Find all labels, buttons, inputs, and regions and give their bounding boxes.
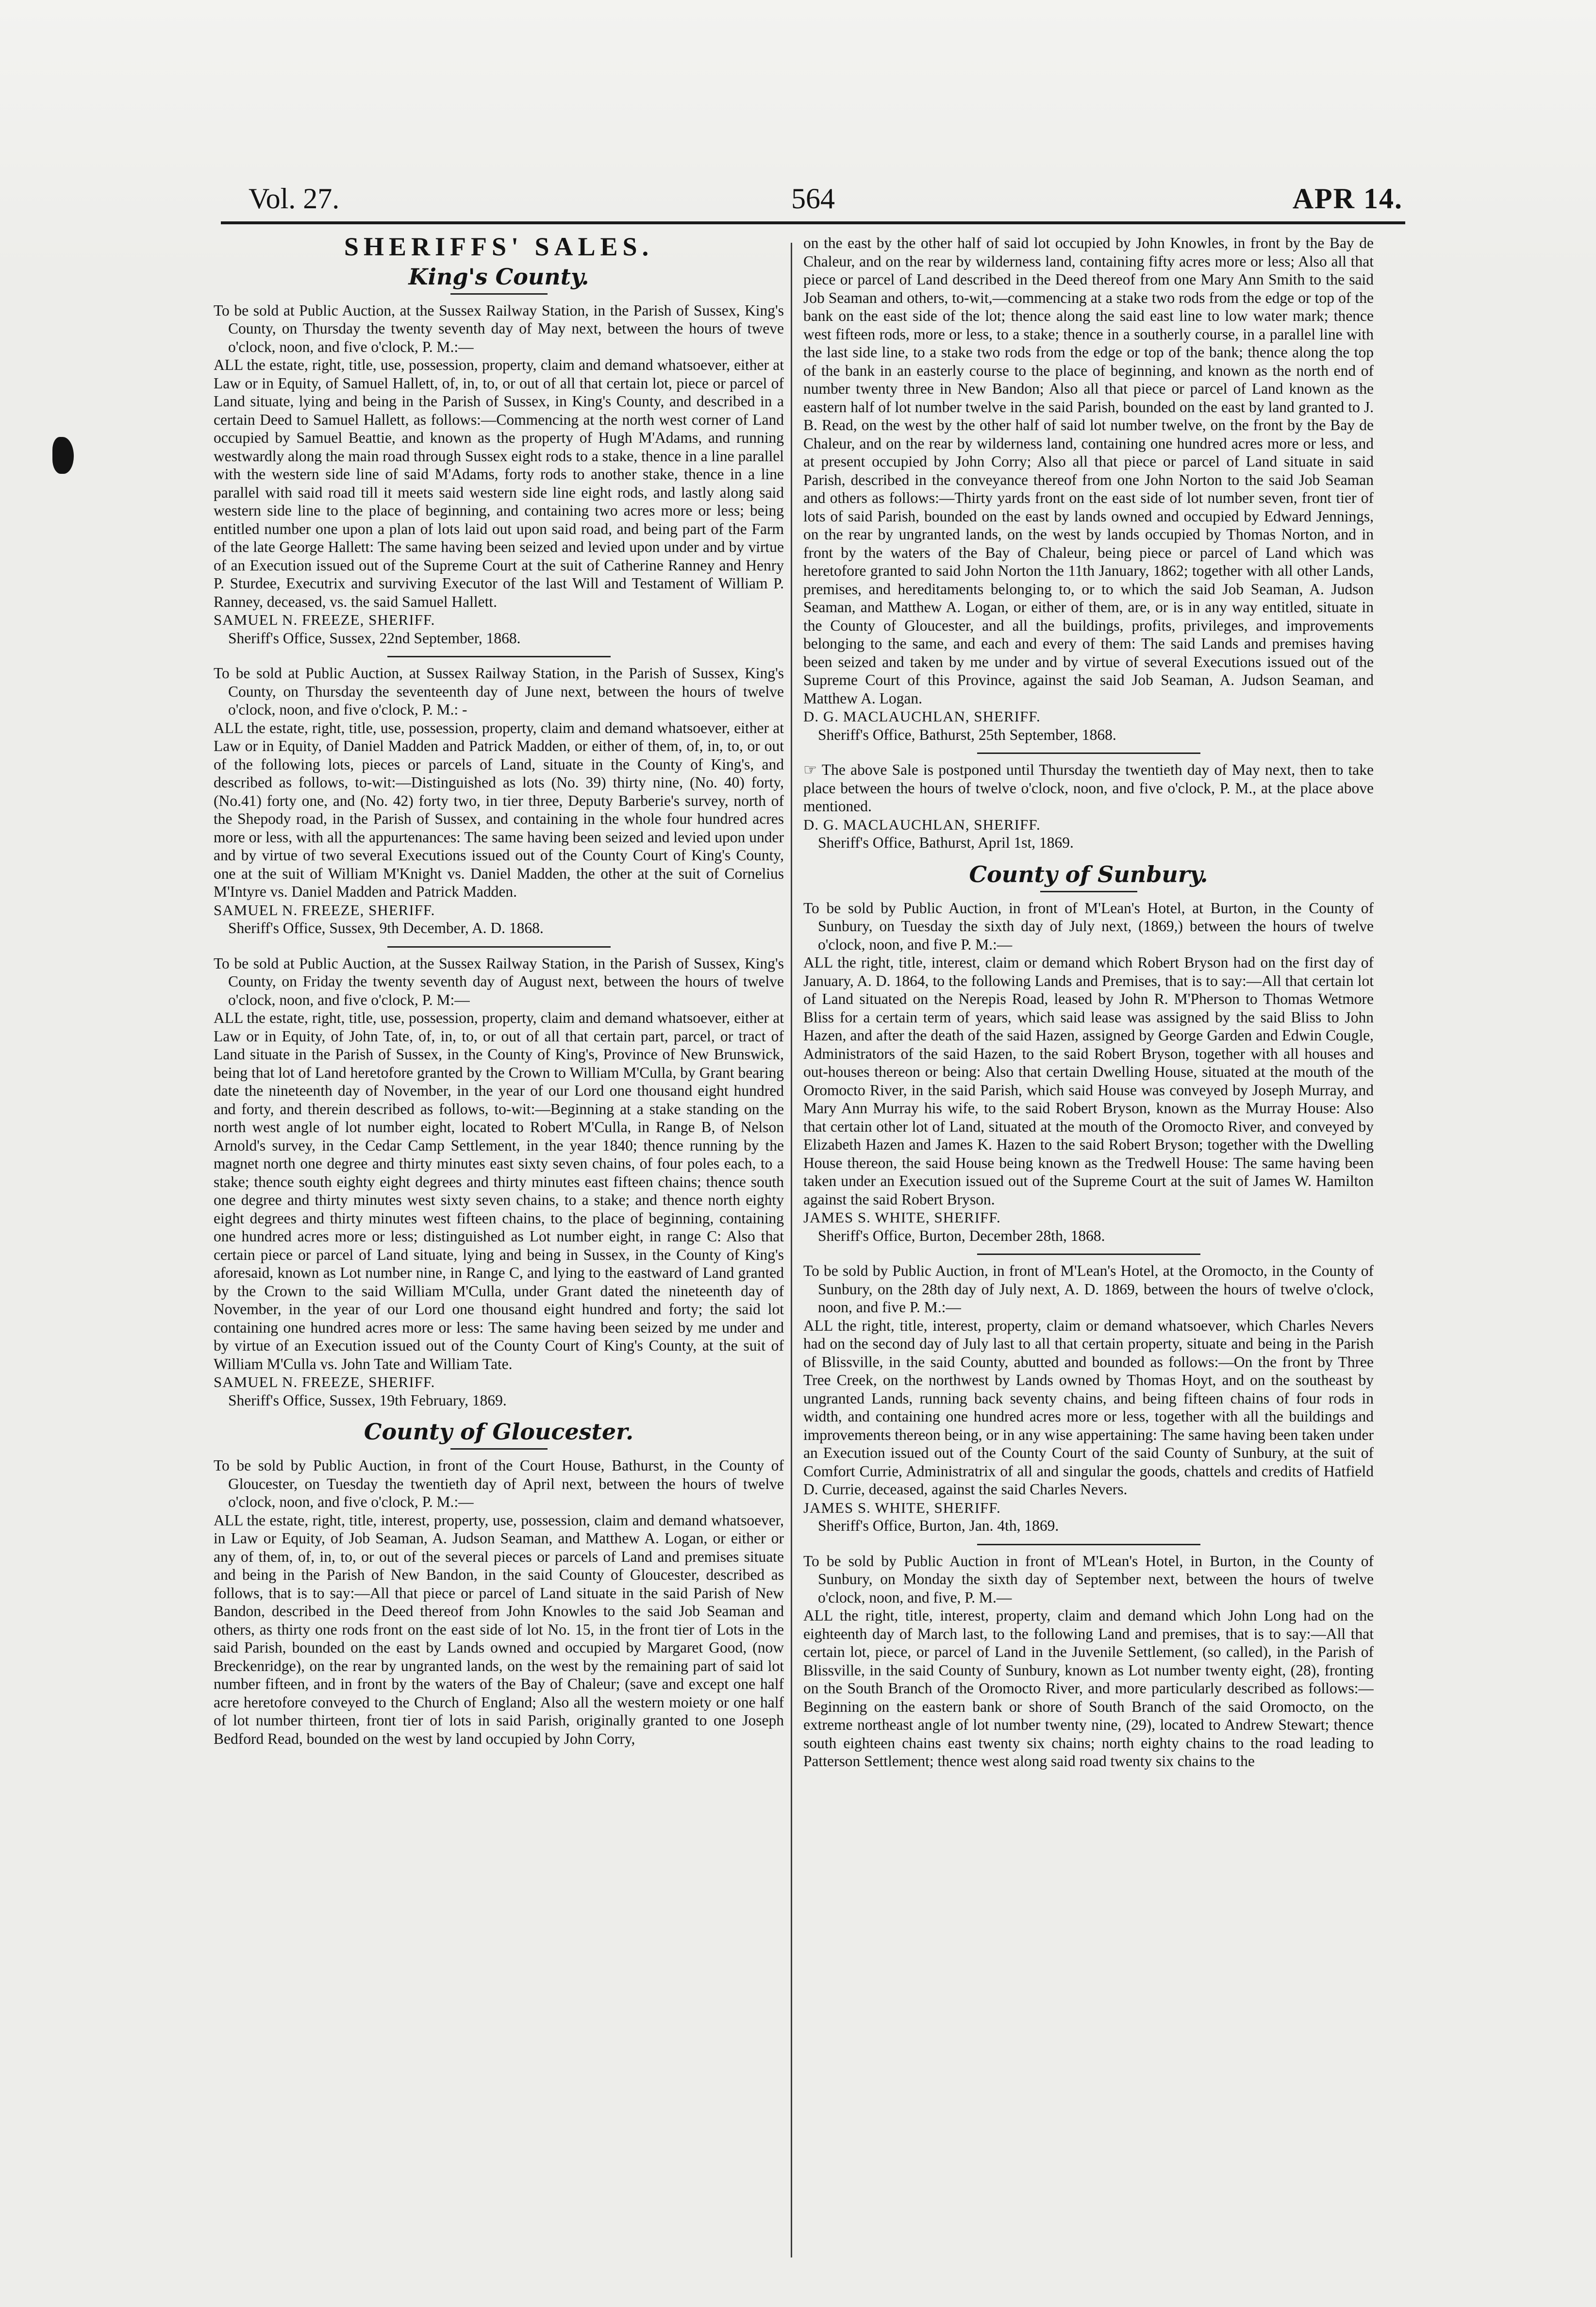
- office-dateline: Sheriff's Office, Sussex, 9th December, A. D. 1868.: [228, 919, 544, 936]
- office-dateline: Sheriff's Office, Burton, Jan. 4th, 1869.: [818, 1517, 1059, 1534]
- office-dateline: Sheriff's Office, Burton, December 28th, 1868.: [818, 1227, 1105, 1244]
- notice-separator: [387, 946, 611, 948]
- sheriff-signature: D. G. MACLAUCHLAN, SHERIFF.: [803, 816, 1041, 833]
- section-heading-rule: [1040, 891, 1137, 892]
- sale-notice: [803, 1552, 1374, 1771]
- sale-notice: [214, 954, 784, 1410]
- page-top-bleed: [0, 0, 1596, 272]
- notice-separator: [977, 1544, 1200, 1545]
- office-dateline: Sheriff's Office, Bathurst, 25th September, 1868.: [818, 726, 1116, 743]
- notice-intro: To be sold at Public Auction, at the Sussex Railway Station, in the Parish of Sussex, King's County, on Thursday the twenty seventh day of May next, between the hours of tweve o'clock, noon, and five o'clock, P. M.:—: [214, 301, 784, 355]
- section-heading-kings: King's County.: [408, 263, 589, 290]
- notice-intro: To be sold at Public Auction, at the Sussex Railway Station, in the Parish of Sussex, King's County, on Friday the twenty seventh day of August next, between the hours of twelve o'clock, noon, and five o'clock, P. M:—: [214, 954, 784, 1008]
- binding-mark: [52, 437, 74, 474]
- sheriff-signature: JAMES S. WHITE, SHERIFF.: [803, 1499, 1001, 1516]
- notice-separator: [977, 1254, 1200, 1255]
- notice-body: ALL the right, title, interest, property, claim and demand which John Long had on the eighteenth day of March last, to the following Land and premises, that is to say:—All that certain lot, piece, or parcel of Land in the Juvenile Settlement, (so called), in the Parish of Blissville, in the said County of Sunbury, known as Lot number twenty eight, (28), fronting on the South Branch of the Oromocto River, and more particularly described as follows:—Beginning on the eastern bank or shore of South Branch of the said Oromocto, on the extreme northeast angle of lot number twenty nine, (29), located to Andrew Stewart; thence south eighteen chains east twenty six chains; north eighty chains to the road leading to Patterson Settlement; thence west along said road twenty six chains to the: [803, 1607, 1374, 1770]
- page-number: 564: [791, 183, 835, 215]
- notice-intro: To be sold by Public Auction in front of M'Lean's Hotel, in Burton, in the County of Sunbury, on Monday the sixth day of September next, between the hours of twelve o'clock, noon, and five, P. M.—: [803, 1552, 1374, 1606]
- notice-body: ALL the right, title, interest, claim or demand which Robert Bryson had on the first day of January, A. D. 1864, to the following Lands and Premises, that is to say:—All that certain lot of Land situated on the Nerepis Road, leased by John R. M'Pherson to Thomas Wetmore Bliss for a certain term of years, which said lease was assigned by the said Bliss to John Hazen, and after the death of the said Hazen, assigned by George Garden and Edwin Cougle, Administrators of the said Hazen, to the said Robert Bryson, together with all houses and out-houses thereon or being: Also that certain Dwelling House, situated at the mouth of the Oromocto River, in the said Parish, which said House was conveyed by Joseph Murray, and Mary Ann Murray his wife, to the said Robert Bryson, known as the Murray House: Also that certain other lot of Land, situated at the mouth of the Oromocto River, and conveyed by Elizabeth Hazen and James K. Hazen to the said Robert Bryson; together with the Dwelling House thereon, the said House being known as the Tredwell House: The same having been taken under an Execution issued out of the Supreme Court at the suit of James W. Hamilton against the said Robert Bryson.: [803, 954, 1374, 1208]
- notice-intro: To be sold at Public Auction, at Sussex Railway Station, in the Parish of Sussex, King's County, on Thursday the seventeenth day of June next, between the hours of twelve o'clock, noon, and five o'clock, P. M.: -: [214, 665, 784, 718]
- left-column: [214, 234, 784, 2263]
- issue-date: APR 14.: [1292, 183, 1403, 215]
- sale-notice: [214, 301, 784, 648]
- sale-notice: [803, 1262, 1374, 1535]
- office-dateline: Sheriff's Office, Sussex, 19th February, 1869.: [228, 1391, 507, 1409]
- sale-notice: [803, 899, 1374, 1245]
- section-heading-sunbury: County of Sunbury.: [969, 861, 1208, 887]
- running-header: [223, 182, 1403, 226]
- office-dateline: Sheriff's Office, Sussex, 22nd September, 1868.: [228, 629, 521, 647]
- column-divider: [791, 243, 792, 2257]
- notice-body: ALL the estate, right, title, use, possession, property, claim and demand whatsoever, either at Law or in Equity, of John Tate, of, in, to, or out of all that certain part, parcel, or tract of Land situate in the Parish of Sussex, in the County of King's, Province of New Brunswick, being that lot of Land heretofore granted by the Crown to William M'Culla, by Grant bearing date the nineteenth day of November, in the year of our Lord one thousand eight hundred and forty, and therein described as follows, to-wit:—Beginning at a stake standing on the north west angle of lot number eight, located to Robert M'Culla, in Range B, of Nelson Arnold's survey, in the Cedar Camp Settlement, in the year 1840; thence running by the magnet north one degree and thirty minutes east sixty seven chains, of four poles each, to a stake; thence south eighty eight degrees and thirty minutes east fifteen chains; thence south one degree and thirty minutes west sixty seven chains, to a stake; and thence north eighty eight degrees and thirty minutes west fifteen chains, to the place of beginning, containing one hundred acres more or less; distinguished as Lot number eight, in range C: Also that certain piece or parcel of Land situate, lying and being in Sussex, in the County of King's aforesaid, known as Lot number nine, in Range C, and lying to the eastward of Land granted by the Crown to the said William M'Culla, under Grant dated the nineteenth day of November, in the year of our Lord one thousand eight hundred and forty; the said lot containing one hundred acres more or less: The same having been seized by me under and by virtue of an Execution issued out of the County Court of King's County, at the suit of William M'Culla vs. John Tate and William Tate.: [214, 1009, 784, 1372]
- postponement-text: ☞ The above Sale is postponed until Thursday the twentieth day of May next, then to take place between the hours of twelve o'clock, noon, and five o'clock, P. M., at the place above mentioned.: [803, 761, 1374, 815]
- notice-intro: To be sold by Public Auction, in front of the Court House, Bathurst, in the County of Gloucester, on Tuesday the twentieth day of April next, between the hours of twelve o'clock, noon, and five o'clock, P. M.:—: [214, 1457, 784, 1510]
- sheriff-signature: JAMES S. WHITE, SHERIFF.: [803, 1209, 1001, 1226]
- volume-number: Vol. 27.: [249, 183, 340, 215]
- notice-body: ALL the estate, right, title, use, possession, property, claim and demand whatsoever, either at Law or in Equity, of Samuel Hallett, of, in, to, or out of all that certain lot, piece or parcel of Land situate, lying and being in the Parish of Sussex, in King's County, and described in a certain Deed to Samuel Hallett, as follows:—Commencing at the north west corner of Land occupied by Samuel Beattie, and known as the property of Hugh M'Adams, and running westwardly along the main road through Sussex eight rods to a stake, thence in a line parallel with the western side line of said M'Adams, forty rods to another stake, thence in a line parallel with said road till it meets said western side line eight rods, and lastly along said western side line to the place of beginning, and containing two acres more or less; being entitled number one upon a plan of lots laid out upon said road, and being part of the Farm of the late George Hallett: The same having been seized and levied upon under and by virtue of an Execution issued out of the Supreme Court at the suit of Catherine Ranney and Henry P. Sturdee, Executrix and surviving Executor of the last Will and Testament of William P. Ranney, deceased, vs. the said Samuel Hallett.: [214, 356, 784, 610]
- notice-body: on the east by the other half of said lot occupied by John Knowles, in front by the Bay de Chaleur, and on the rear by wilderness land, containing fifty acres more or less; Also all that piece or parcel of Land described in the Deed thereof from one Mary Ann Smith to the said Job Seaman and others, to-wit,—commencing at a stake two rods from the edge or top of the bank on the east side of the lot; thence along the said east line to low water mark; thence west fifteen rods, more or less, to a stake; thence in a southerly course, in a parallel line with the last side line, to a stake two rods from the edge or top of the bank; thence along the top of the bank in an easterly course to the place of beginning, and known as the north end of number twenty three in New Bandon; Also all that piece or parcel of Land known as the eastern half of lot number twelve in the said Parish, bounded on the east by land granted to J. B. Read, on the west by the other half of said lot number twelve, on the front by the Bay de Chaleur, and on the rear by wilderness land, containing one hundred acres more or less, and at present occupied by John Corry; Also all that piece or parcel of Land situate in said Parish, described in the conveyance thereof from one John Norton to the said Job Seaman and others as follows:—Thirty yards front on the east side of lot number seven, front tier of lots of said Parish, bounded on the east by lands owned and occupied by Edward Jennings, on the rear by ungranted lands, on the west by lands occupied by Thomas Norton, and in front by the waters of the Bay of Chaleur, being piece or parcel of Land which was heretofore granted to said John Norton the 11th January, 1862; together with all other Lands, premises, and hereditaments belonging to, or to which the said Job Seaman, A. Judson Seaman, and Matthew A. Logan, or either of them, are, or is in any way entitled, situate in the County of Gloucester, and all the buildings, profits, privileges, and improvements belonging to the same, and each and every of them: The said Lands and premises having been seized and taken by me under and by virtue of several Executions issued out of the Supreme Court of this Province, against the said Job Seaman, A. Judson Seaman, and Matthew A. Logan.: [803, 234, 1374, 707]
- sheriff-signature: SAMUEL N. FREEZE, SHERIFF.: [214, 1373, 435, 1390]
- section-heading-gloucester: County of Gloucester.: [364, 1419, 634, 1445]
- office-dateline: Sheriff's Office, Bathurst, April 1st, 1869.: [818, 834, 1074, 851]
- sale-notice: [214, 1456, 784, 1748]
- notice-body: ALL the right, title, interest, property, claim or demand whatsoever, which Charles Nevers had on the second day of July last to all that certain property, situate and being in the Parish of Blissville, in the said County, abutted and bounded as follows:—On the front by Three Tree Creek, on the northwest by Lands owned by Thomas Hoyt, and on the southeast by ungranted Lands, running back seventy chains, and being fifteen chains of four rods in width, and containing one hundred acres more or less, together with all the buildings and improvements thereon being, or in any wise appertaining: The same having been taken under an Execution issued out of the County Court of the said County of Sunbury, at the suit of Comfort Currie, Administratrix of all and singular the goods, chattels and credits of Hatfield D. Currie, deceased, against the said Charles Nevers.: [803, 1317, 1374, 1498]
- page-title: SHERIFFS' SALES.: [344, 234, 654, 261]
- section-heading-rule: [450, 293, 548, 295]
- sheriff-signature: SAMUEL N. FREEZE, SHERIFF.: [214, 901, 435, 919]
- sheriff-signature: D. G. MACLAUCHLAN, SHERIFF.: [803, 708, 1041, 725]
- sale-notice: [214, 664, 784, 937]
- right-column: [803, 234, 1374, 2263]
- notice-body: ALL the estate, right, title, interest, property, use, possession, claim and demand whatsoever, in Law or Equity, of Job Seaman, A. Judson Seaman, and Matthew A. Logan, or either or any of them, of, in, to, or out of the several pieces or parcels of Land and premises situate and being in the Parish of New Bandon, in the said County of Gloucester, described as follows, that is to say:—All that piece or parcel of Land situate in the said Parish of New Bandon, described in the Deed thereof from John Knowles to the said Job Seaman and others, as thirty one rods front on the east side of lot No. 15, in the front tier of Lots in the said Parish, bounded on the east by Lands owned and occupied by Margaret Good, (now Breckenridge), on the rear by ungranted lands, on the west by the remaining part of said lot number fifteen, and in front by the waters of the Bay of Chaleur; (save and except one half acre heretofore conveyed to the Church of England; Also all the western moiety or one half of lot number thirteen, front tier of lots in said Parish, originally granted to one Joseph Bedford Read, bounded on the west by land occupied by John Corry,: [214, 1511, 784, 1747]
- sale-notice-continued: [803, 234, 1374, 744]
- notice-separator: [387, 656, 611, 657]
- header-rule: [221, 221, 1405, 224]
- notice-intro: To be sold by Public Auction, in front of M'Lean's Hotel, at Burton, in the County of Sunbury, on Tuesday the sixth day of July next, (1869,) between the hours of twelve o'clock, noon, and five P. M.:—: [803, 899, 1374, 953]
- notice-separator: [977, 752, 1200, 754]
- postponement-notice: [803, 761, 1374, 852]
- notice-intro: To be sold by Public Auction, in front of M'Lean's Hotel, at the Oromocto, in the County of Sunbury, on the 28th day of July next, A. D. 1869, between the hours of twelve o'clock, noon, and five P. M.:—: [803, 1262, 1374, 1316]
- sheriff-signature: SAMUEL N. FREEZE, SHERIFF.: [214, 611, 435, 628]
- section-heading-rule: [450, 1448, 548, 1450]
- notice-body: ALL the estate, right, title, use, possession, property, claim and demand whatsoever, either at Law or in Equity, of Daniel Madden and Patrick Madden, or either of them, of, in, to, or out of the following lots, pieces or parcels of Land, situate in the County of King's, and described as follows, to-wit:—Distinguished as lots (No. 39) thirty nine, (No. 40) forty, (No.41) forty one, and (No. 42) forty two, in tier three, Deputy Barberie's survey, north of the Shepody road, in the Parish of Sussex, and containing in the whole four hundred acres more or less, with all the appurtenances: The same having been seized and levied upon under and by virtue of two several Executions issued out of the County Court of King's County, one at the suit of William M'Knight vs. Daniel Madden, the other at the suit of Cornelius M'Intyre vs. Daniel Madden and Patrick Madden.: [214, 719, 784, 900]
